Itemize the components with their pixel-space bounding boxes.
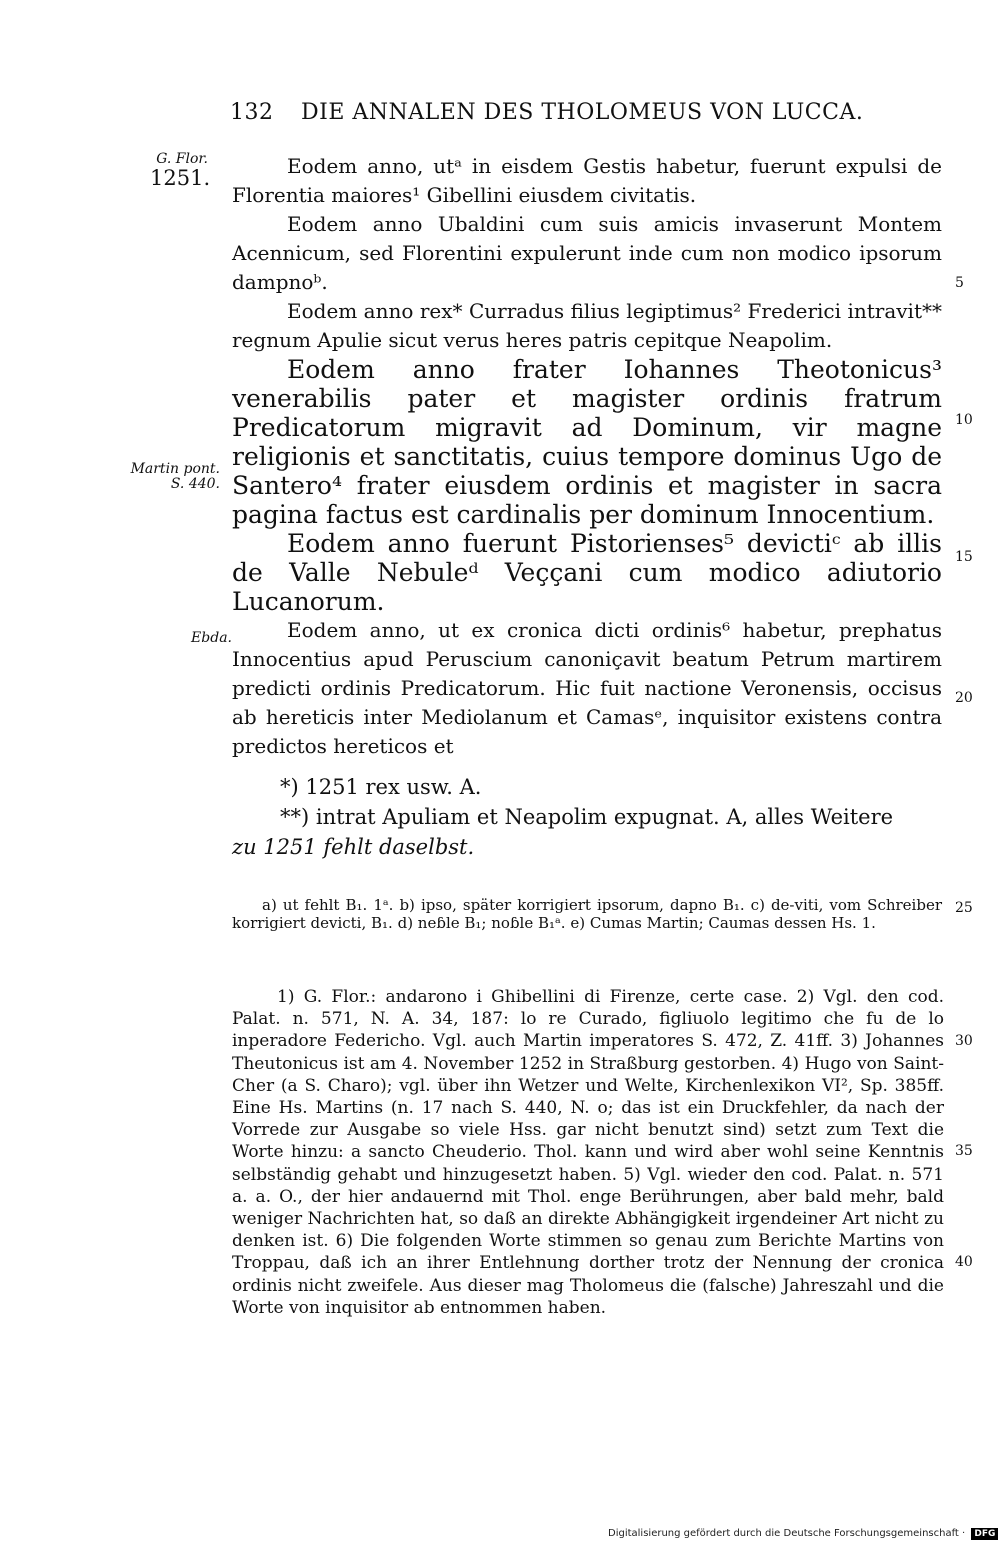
- line-number: 30: [955, 1033, 973, 1049]
- line-number: 10: [955, 412, 973, 428]
- margin-source-martin-line2: S. 440.: [170, 475, 220, 492]
- line-number: 20: [955, 690, 973, 706]
- line-number: 35: [955, 1143, 973, 1159]
- footnote-text: 1) G. Flor.: andarono i Ghibellini di Firenze, certe case. 2) Vgl. den cod. Palat. n. 571, N. A. 34, 187: lo re Curado, figliuolo legitimo che fu de lo inperadore Federicho. Vgl. auch Martin imperatores S. 472, Z. 41ff. 3) Johannes Theutonicus ist am 4. November 1252 in Straßburg gestorben. 4) Hugo von Saint-Cher (a S. Charo); vgl. über ihn Wetzer und Welte, Kirchenlexikon VI², Sp. 385ff. Eine Hs. Martins (n. 17 nach S. 440, N. o; das ist ein Druckfehler, da nach der Vorrede zur Ausgabe so viele Hss. gar nicht benutzt sind) setzt zum Text die Worte hinzu: a sancto Cheuderio. Thol. kann und wird aber wohl seine Kenntnis selbständig gehabt und hinzugesetzt haben. 5) Vgl. wieder den cod. Palat. n. 571 a. a. O., der hier andauernd mit Thol. enge Berührungen, aber bald mehr, bald weniger Nachrichten hat, so daß an direkte Abhängigkeit irgendeiner Art nicht zu denken ist. 6) Die folgenden Worte stimmen so genau zum Berichte Martins von Troppau, daß ich an ihrer Entlehnung dorther trotz der Nennung der cronica ordinis nicht zweifele. Aus dieser mag Tholomeus die (falsche) Jahreszahl und die Worte von inquisitor ab entnommen haben.: [232, 987, 944, 1318]
- margin-source-label: G. Flor.: [156, 151, 208, 167]
- page-number: 132: [230, 100, 274, 125]
- paragraph-4: Eodem anno frater Iohannes Theotonicus³ venerabilis pater et magister ordinis fratrum Predicatorum migravit ad Dominum, vir magne religionis et sanctitatis, cuius tempore dominus Ugo de Santero⁴ frater eiusdem ordinis et magister in sacra pagina factus est cardinalis per dominum Innocentium.: [232, 355, 942, 529]
- paragraph-6: Eodem anno, ut ex cronica dicti ordinis⁶ habetur, prephatus Innocentius apud Peruscium canoniçavit beatum Petrum martirem predicti ordinis Predicatorum. Hic fuit nactione Veronensis, occisus ab hereticis inter Mediolanum et Camasᵉ, inquisitor existens contra predictos hereticos et: [232, 618, 942, 758]
- collation-notes: [232, 772, 942, 862]
- margin-source-ebda: [150, 631, 232, 646]
- collation-line-3: zu 1251 fehlt daselbst.: [232, 835, 475, 859]
- paragraph-5: Eodem anno fuerunt Pistorienses⁵ devictiᶜ ab illis de Valle Nebuleᵈ Veççani cum modico adiutorio Lucanorum.: [232, 529, 942, 616]
- margin-source-martin-line1: Martin pont.: [130, 461, 220, 477]
- dfg-logo: DFG: [971, 1528, 998, 1540]
- credit-text: Digitalisierung gefördert durch die Deutsche Forschungsgemeinschaft ·: [608, 1528, 966, 1539]
- paragraph-1: Eodem anno, utᵃ in eisdem Gestis habetur, fuerunt expulsi de Florentia maiores¹ Gibellini eiusdem civitatis.: [232, 154, 942, 207]
- footnotes: [232, 986, 944, 1319]
- collation-line-2: **) intrat Apuliam et Neapolim expugnat. A, alles Weitere: [280, 805, 894, 829]
- line-number: 15: [955, 549, 973, 565]
- margin-year: 1251.: [150, 165, 211, 190]
- margin-source-ebda-label: Ebda.: [191, 630, 232, 646]
- collation-line-1: *) 1251 rex usw. A.: [280, 775, 482, 799]
- line-number: 25: [955, 900, 973, 916]
- paragraph-2: Eodem anno Ubaldini cum suis amicis invaserunt Montem Acennicum, sed Florentini expulerunt inde cum non modico ipsorum dampnoᵇ.: [232, 212, 942, 294]
- page-header: [230, 100, 930, 125]
- line-number: 40: [955, 1254, 973, 1270]
- running-title: DIE ANNALEN DES THOLOMEUS VON LUCCA.: [301, 100, 864, 125]
- margin-source-gflor: [150, 151, 211, 190]
- textual-notes: a) ut fehlt B₁. 1ᵃ. b) ipso, später korrigiert ipsorum, dapno B₁. c) de-viti, vom Schreiber korrigiert devicti, B₁. d) neɓle B₁; noɓle B₁ᵃ. e) Cumas Martin; Caumas dessen Hs. 1.: [232, 896, 942, 932]
- line-number: 5: [955, 275, 964, 291]
- textual-apparatus: [232, 896, 942, 932]
- digitization-credit: [608, 1528, 998, 1540]
- paragraph-3: Eodem anno rex* Curradus filius legiptimus² Frederici intravit** regnum Apulie sicut verus heres patris cepitque Neapolim.: [232, 299, 942, 352]
- main-text: [232, 152, 942, 761]
- margin-source-martin: [100, 462, 220, 491]
